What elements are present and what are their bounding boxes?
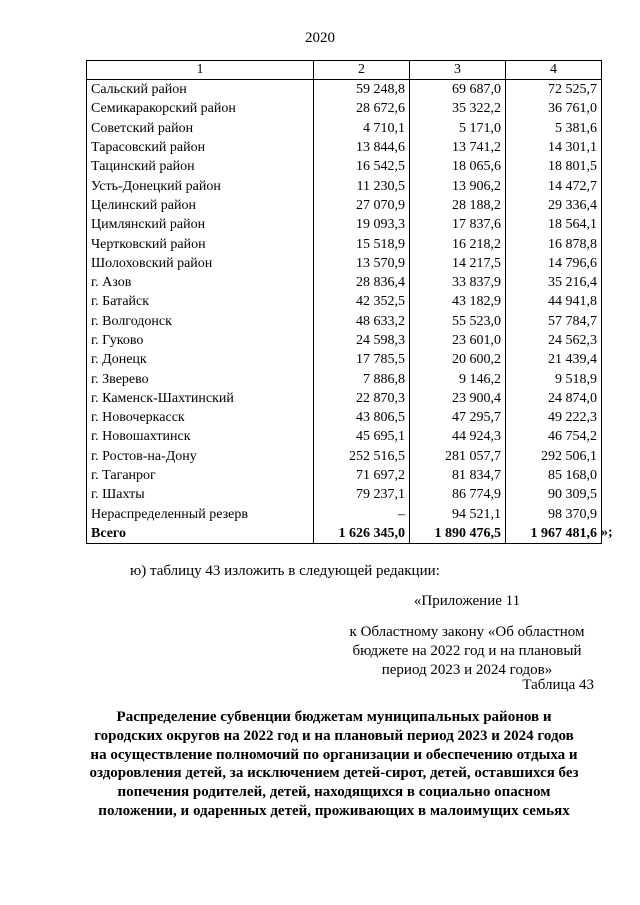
row-value: 23 601,0	[410, 331, 506, 350]
row-value: 16 542,5	[314, 157, 410, 176]
row-value: 13 741,2	[410, 138, 506, 157]
table-row	[87, 447, 602, 466]
row-value: 17 837,6	[410, 215, 506, 234]
row-value: 1 626 345,0	[314, 524, 410, 544]
row-value: 13 570,9	[314, 254, 410, 273]
row-value: 86 774,9	[410, 485, 506, 504]
column-header: 1	[87, 61, 314, 80]
row-value: 43 806,5	[314, 408, 410, 427]
row-value: 16 878,8	[506, 234, 602, 253]
row-value: 85 168,0	[506, 466, 602, 485]
row-value: 43 182,9	[410, 292, 506, 311]
row-value: 94 521,1	[410, 505, 506, 524]
row-label: Цимлянский район	[87, 215, 314, 234]
heading-line: оздоровления детей, за исключением детей-сирот, детей, оставшихся без	[89, 765, 579, 782]
heading-line: положении, и одаренных детей, проживающих в малоимущих семьях	[98, 802, 570, 819]
row-value: 71 697,2	[314, 466, 410, 485]
table-row	[87, 331, 602, 350]
row-value: 292 506,1	[506, 447, 602, 466]
column-header: 3	[410, 61, 506, 80]
table-row	[87, 505, 602, 524]
table-row	[87, 389, 602, 408]
row-value: 28 836,4	[314, 273, 410, 292]
subvention-table	[86, 60, 602, 544]
row-value: 28 188,2	[410, 196, 506, 215]
row-label: г. Донецк	[87, 350, 314, 369]
table-header	[87, 61, 602, 80]
row-label: Всего	[87, 524, 314, 544]
row-value: –	[314, 505, 410, 524]
row-value: 98 370,9	[506, 505, 602, 524]
row-label: г. Новошахтинск	[87, 427, 314, 446]
row-value: 1 967 481,6	[506, 524, 602, 544]
row-value: 18 065,6	[410, 157, 506, 176]
total-row	[87, 524, 602, 544]
row-label: г. Азов	[87, 273, 314, 292]
heading-line: Распределение субвенции бюджетам муниципальных районов и	[116, 709, 552, 725]
row-value: 14 217,5	[410, 254, 506, 273]
row-label: г. Шахты	[87, 485, 314, 504]
appendix-line: к Областному закону «Об областном	[349, 624, 585, 640]
appendix-line: период 2023 и 2024 годов»	[381, 662, 553, 678]
table-row	[87, 157, 602, 176]
row-value: 29 336,4	[506, 196, 602, 215]
row-label: Чертковский район	[87, 234, 314, 253]
row-label: г. Таганрог	[87, 466, 314, 485]
table-row	[87, 254, 602, 273]
row-value: 9 146,2	[410, 369, 506, 388]
row-label: Нераспределенный резерв	[87, 505, 314, 524]
appendix-block	[336, 592, 598, 680]
row-label: г. Каменск-Шахтинский	[87, 389, 314, 408]
row-value: 36 761,0	[506, 99, 602, 118]
appendix-title: «Приложение 11	[413, 593, 521, 609]
row-value: 24 598,3	[314, 331, 410, 350]
row-label: Советский район	[87, 119, 314, 138]
row-value: 281 057,7	[410, 447, 506, 466]
row-value: 72 525,7	[506, 80, 602, 100]
table-row	[87, 369, 602, 388]
row-value: 1 890 476,5	[410, 524, 506, 544]
row-value: 13 906,2	[410, 176, 506, 195]
row-value: 45 695,1	[314, 427, 410, 446]
row-label: г. Волгодонск	[87, 312, 314, 331]
row-value: 20 600,2	[410, 350, 506, 369]
row-value: 69 687,0	[410, 80, 506, 100]
row-value: 11 230,5	[314, 176, 410, 195]
table-row	[87, 80, 602, 100]
row-value: 252 516,5	[314, 447, 410, 466]
row-value: 18 564,1	[506, 215, 602, 234]
table-row	[87, 485, 602, 504]
row-value: 5 381,6	[506, 119, 602, 138]
row-value: 9 518,9	[506, 369, 602, 388]
row-label: г. Зверево	[87, 369, 314, 388]
table-row	[87, 350, 602, 369]
heading-line: городских округов на 2022 год и на плановый период 2023 и 2024 годов	[94, 727, 574, 744]
table-row	[87, 466, 602, 485]
row-value: 35 322,2	[410, 99, 506, 118]
heading-line: на осуществление полномочий по организации и обеспечению отдыха и	[90, 746, 578, 763]
row-value: 48 633,2	[314, 312, 410, 331]
row-value: 57 784,7	[506, 312, 602, 331]
row-value: 23 900,4	[410, 389, 506, 408]
row-value: 59 248,8	[314, 80, 410, 100]
row-label: г. Гуково	[87, 331, 314, 350]
table-row	[87, 292, 602, 311]
row-label: г. Батайск	[87, 292, 314, 311]
row-value: 17 785,5	[314, 350, 410, 369]
row-label: Усть-Донецкий район	[87, 176, 314, 195]
row-value: 81 834,7	[410, 466, 506, 485]
column-header: 2	[314, 61, 410, 80]
row-label: г. Новочеркасск	[87, 408, 314, 427]
page-number: 2020	[305, 30, 335, 46]
row-value: 14 796,6	[506, 254, 602, 273]
table-row	[87, 138, 602, 157]
amendment-text: ю) таблицу 43 изложить в следующей редакции:	[130, 563, 440, 579]
row-value: 14 472,7	[506, 176, 602, 195]
table-row	[87, 273, 602, 292]
row-value: 90 309,5	[506, 485, 602, 504]
table-label: Таблица 43	[522, 677, 594, 693]
row-value: 42 352,5	[314, 292, 410, 311]
row-value: 28 672,6	[314, 99, 410, 118]
row-value: 18 801,5	[506, 157, 602, 176]
row-label: Целинский район	[87, 196, 314, 215]
row-value: 27 070,9	[314, 196, 410, 215]
row-value: 24 562,3	[506, 331, 602, 350]
row-value: 46 754,2	[506, 427, 602, 446]
table-row	[87, 234, 602, 253]
table-row	[87, 119, 602, 138]
row-label: Семикаракорский район	[87, 99, 314, 118]
row-value: 5 171,0	[410, 119, 506, 138]
row-value: 33 837,9	[410, 273, 506, 292]
row-value: 79 237,1	[314, 485, 410, 504]
header-row	[87, 61, 602, 80]
table-row	[87, 176, 602, 195]
table-row	[87, 99, 602, 118]
table-row	[87, 215, 602, 234]
row-label: г. Ростов-на-Дону	[87, 447, 314, 466]
table-row	[87, 312, 602, 331]
row-value: 7 886,8	[314, 369, 410, 388]
row-value: 14 301,1	[506, 138, 602, 157]
row-value: 35 216,4	[506, 273, 602, 292]
row-value: 49 222,3	[506, 408, 602, 427]
row-value: 15 518,9	[314, 234, 410, 253]
row-label: Тарасовский район	[87, 138, 314, 157]
table-body	[87, 80, 602, 544]
row-label: Тацинский район	[87, 157, 314, 176]
row-label: Шолоховский район	[87, 254, 314, 273]
table-row	[87, 408, 602, 427]
total-suffix: »;	[601, 525, 613, 540]
row-value: 16 218,2	[410, 234, 506, 253]
row-value: 24 874,0	[506, 389, 602, 408]
row-value: 19 093,3	[314, 215, 410, 234]
row-value: 21 439,4	[506, 350, 602, 369]
heading-line: попечения родителей, детей, находящихся в социально опасном	[117, 784, 551, 801]
appendix-line: бюджете на 2022 год и на плановый	[352, 643, 582, 659]
table-row	[87, 196, 602, 215]
row-value: 44 924,3	[410, 427, 506, 446]
table-row	[87, 427, 602, 446]
row-value: 22 870,3	[314, 389, 410, 408]
row-label: Сальский район	[87, 80, 314, 100]
row-value: 13 844,6	[314, 138, 410, 157]
row-value: 44 941,8	[506, 292, 602, 311]
row-value: 4 710,1	[314, 119, 410, 138]
row-value: 55 523,0	[410, 312, 506, 331]
column-header: 4	[506, 61, 602, 80]
row-value: 47 295,7	[410, 408, 506, 427]
table-heading	[70, 708, 598, 821]
